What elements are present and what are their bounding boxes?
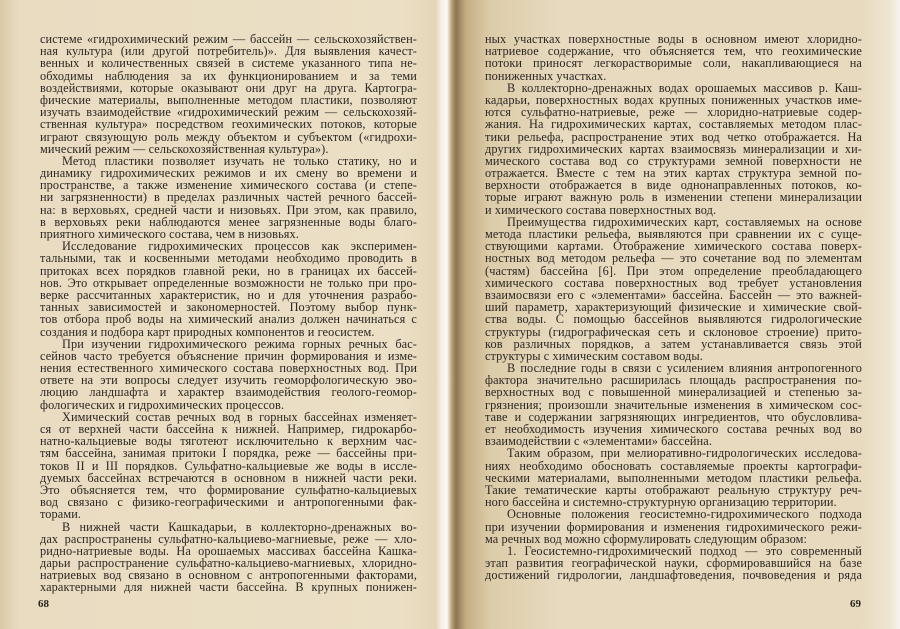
text-line: ший параметр, характеризующий физические и химические свой- xyxy=(485,300,862,315)
text-line: взаимосвязи его с «элементами» бассейна. Бассейн — это важней- xyxy=(485,287,862,302)
text-line: натриевых вод связано в основном с антропогенными факторами, xyxy=(40,568,417,583)
text-line: ет необходимость изучения химического состава речных вод во xyxy=(485,422,862,436)
text-line: натно-кальциевые воды тяготеют исключительно к верхним час- xyxy=(40,434,417,449)
text-line: При изучении гидрохимического режима горных речных бас- xyxy=(62,336,417,351)
text-line: ридно-натриевые воды. На орошаемых массивах бассейна Кашка- xyxy=(40,543,417,558)
text-line: структуры с химическим составом воды. xyxy=(485,348,703,363)
text-line: мического состава вод со структурами земной поверхности не xyxy=(485,153,862,168)
text-line: на: в верховьях, средней части и низовьях. При этом, как правило, xyxy=(40,202,417,217)
text-line: в верховьях реки наблюдаются менее загрязненные воды благо- xyxy=(40,214,417,229)
page-right xyxy=(485,33,862,581)
text-line: 1. Геосистемно-гидрохимический подход — это современный xyxy=(507,543,862,558)
text-line: верхности отображается в виде однонаправленных потоков, ко- xyxy=(485,178,862,193)
text-line: натриевое содержание, что объясняется тем, что геохимические xyxy=(485,44,862,59)
text-line: верхностных вод с повышенной минерализацией и степенью за- xyxy=(485,385,862,400)
text-line: ческими материалами, выполненными методом пластики рельефа. xyxy=(485,470,862,485)
text-line: тики рельефа, распространение этих вод четко отображается. На xyxy=(485,129,862,144)
text-line: ма речных вод можно сформулировать следующим образом: xyxy=(485,531,808,546)
text-line: венных и количественных связей в системе указанного типа не- xyxy=(40,56,417,71)
text-line: воздействиями, которые оказывают они друг на друга. Картогра- xyxy=(40,80,417,95)
text-line: пространстве, а также изменение химического состава (и степе- xyxy=(40,178,417,193)
text-line: тям бассейна, занимая притоки I порядка, реже — бассейны при- xyxy=(40,446,417,461)
text-line: токов II и III порядков. Сульфатно-кальциевые же воды в иссле- xyxy=(40,458,417,473)
text-line: торами. xyxy=(40,507,82,522)
text-line: нов. Это открывает определенные возможности не только при про- xyxy=(40,275,417,290)
text-line: люцию ландшафта и характер взаимодействия геолого-геомор- xyxy=(40,385,417,400)
text-line: верке рассчитанных характеристик, но и для уточнения разрабо- xyxy=(40,287,417,302)
text-line: дах распространены сульфатно-кальциево-магниевые, реже — хло- xyxy=(40,531,417,546)
text-line: притоках всех порядков главной реки, но в границах их бассей- xyxy=(40,263,417,278)
text-line: нения естественного химического состава поверхностных вод. При xyxy=(40,361,417,376)
text-line: сейнов часто требуется объяснение причин формирования и изме- xyxy=(40,348,417,363)
text-line: (частям) бассейна [6]. При этом определение преобладающего xyxy=(485,263,862,278)
text-line: ствующими картами. Отображение химического состава поверх- xyxy=(485,239,862,254)
text-line: Химический состав речных вод в горных бассейнах изменяет- xyxy=(62,409,417,424)
text-line: взаимодействии с «элементами» бассейна. xyxy=(485,434,712,449)
text-line: других гидрохимических картах взаимосвязь минерализации и хи- xyxy=(485,141,862,156)
text-line: ся от верхней части бассейна к нижней. Например, гидрокарбо- xyxy=(40,422,417,436)
text-line: таве и содержании загрязняющих ингредиентов, что обусловлива- xyxy=(485,409,862,424)
text-line: ни загрязненности) в пределах различных частей речного бассей- xyxy=(40,190,417,205)
text-line: дарьи распространение сульфатно-кальциево-магниевых, хлоридно- xyxy=(40,556,417,571)
text-line: жания. На гидрохимических картах, составляемых методом плас- xyxy=(485,117,862,132)
text-line: метода пластики рельефа, выявляются при сравнении их с суще- xyxy=(485,227,862,241)
text-line: вод связано с физико-географическими и антропогенными фак- xyxy=(40,495,417,510)
paragraph xyxy=(40,338,417,411)
text-line: мический режим — сельскохозяйственная культура»). xyxy=(40,141,329,156)
text-line: танных зависимостей и закономерностей. Поэтому выбор пунк- xyxy=(40,300,417,315)
text-line: обходимы наблюдения за их функционированием и за теми xyxy=(40,68,417,83)
text-line: отражается. Вместе с тем на этих картах структура земной по- xyxy=(485,166,862,181)
text-line: ных участках поверхностные воды в основном имеют хлоридно- xyxy=(485,32,862,46)
text-line: грязнения; произошли значительные изменения в химическом сос- xyxy=(485,397,862,412)
text-line: и химического состава поверхностных вод. xyxy=(485,202,717,217)
paragraph xyxy=(485,362,862,447)
text-line: создания и подбора карт природных компонентов и геосистем. xyxy=(40,324,375,339)
text-line: ства воды. С помощью бассейнов выявляются гидрологические xyxy=(485,312,862,327)
text-line: ственная культура» посредством геохимических потоков, которые xyxy=(40,117,417,132)
page-left xyxy=(40,33,417,594)
text-line: фические материалы, выполненные методом пластики, позволяют xyxy=(40,92,417,107)
text-line: Исследование гидрохимических процессов как эксперимен- xyxy=(62,239,417,254)
text-line: фактора значительно расширилась площадь распространения по- xyxy=(485,373,862,388)
text-line: Основные положения геосистемно-гидрохимического подхода xyxy=(507,507,862,522)
text-line: Такие тематические карты отображают реальную структуру реч- xyxy=(485,482,862,497)
text-line: ностных вод методом рельефа — это сочетание вод по элементам xyxy=(485,251,862,266)
paragraph xyxy=(485,216,862,362)
text-line: играют связующую роль между объектом и субъектом («гидрохи- xyxy=(40,129,417,144)
text-line: потоки приносят легкорастворимые соли, накапливающиеся на xyxy=(485,56,862,71)
paragraph xyxy=(485,33,862,82)
text-line: динамику гидрохимических режимов и их смену во времени и xyxy=(40,166,417,181)
text-line: этап развития географической науки, сформировавшийся на базе xyxy=(485,556,862,571)
paragraph xyxy=(40,240,417,338)
text-line: Метод пластики позволяет изучать не только статику, но и xyxy=(62,153,417,168)
text-line: системе «гидрохимический режим — бассейн — сельскохозяйствен- xyxy=(40,32,417,46)
text-line: тов отбора проб воды на химический анализ должен начинаться с xyxy=(40,312,417,327)
text-line: характерными для нижней части бассейна. В крупных понижен- xyxy=(40,580,417,595)
paragraph xyxy=(40,155,417,240)
paragraph xyxy=(485,545,862,582)
page-number-right: 69 xyxy=(850,598,861,610)
text-line: дуемых бассейнах встречаются в основном в нижней части реки. xyxy=(40,470,417,485)
text-line: ниях необходимо обосновать составляемые проекты картографи- xyxy=(485,458,862,473)
text-line: В последние годы в связи с усилением влияния антропогенного xyxy=(507,361,862,376)
text-line: Это объясняется тем, что формирование сульфатно-кальциевых xyxy=(40,482,417,497)
text-line: ного бассейна и системно-структурную организацию территории. xyxy=(485,495,837,510)
text-line: структуры (гидрографическая сеть и склоновое строение) прито- xyxy=(485,324,862,339)
text-line: ются сульфатно-натриевые, реже — хлоридно-натриевые содер- xyxy=(485,105,862,120)
text-line: кадарьи, поверхностных водах крупных пониженных участков име- xyxy=(485,92,862,107)
page-number-left: 68 xyxy=(38,598,49,610)
text-line: В коллекторно-дренажных водах орошаемых массивов р. Каш- xyxy=(507,80,862,95)
text-line: ков различных порядков, а затем устанавливается связь этой xyxy=(485,336,862,351)
text-line: ная культура (или другой потребитель)». Для выявления качест- xyxy=(40,44,417,59)
paragraph xyxy=(40,411,417,521)
paragraph xyxy=(485,447,862,508)
text-line: В нижней части Кашкадарьи, в коллекторно-дренажных во- xyxy=(62,519,417,534)
text-line: химического состава поверхностных вод требует установления xyxy=(485,275,862,290)
text-line: тальными, так и косвенными методами необходимо проводить в xyxy=(40,251,417,266)
text-line: при изучении формирования и изменения гидрохимического режи- xyxy=(485,519,862,534)
text-line: ответе на эти вопросы следует изучить геоморфологическую эво- xyxy=(40,373,417,388)
text-line: Таким образом, при мелиоративно-гидрологических исследова- xyxy=(507,446,862,461)
text-line: торые играют важную роль в изменении степени минерализации xyxy=(485,190,862,205)
text-line: пониженных участках. xyxy=(485,68,607,83)
paragraph xyxy=(485,82,862,216)
text-line: достижений гидрологии, ландшафтоведения, почвоведения и ряда xyxy=(485,568,862,583)
text-line: приятного химического состава, чем в низовьях. xyxy=(40,227,299,241)
text-line: фологических и гидрохимических процессов. xyxy=(40,397,285,412)
text-line: Преимущества гидрохимических карт, составляемых на основе xyxy=(507,214,862,229)
paragraph xyxy=(40,521,417,594)
paragraph xyxy=(485,508,862,545)
paragraph xyxy=(40,33,417,155)
text-line: изучать взаимодействие «гидрохимический режим — сельскохозяй- xyxy=(40,105,417,120)
